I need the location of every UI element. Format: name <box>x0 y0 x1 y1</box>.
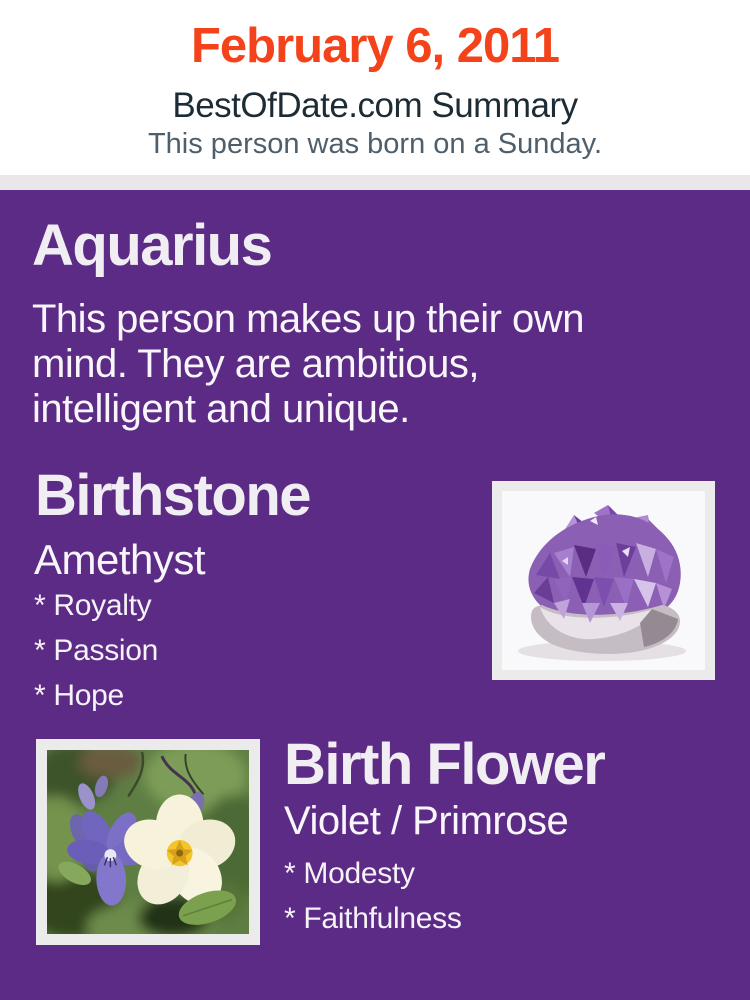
zodiac-description-line: This person makes up their own <box>32 297 584 341</box>
birth-flower-heading: Birth Flower <box>284 732 605 797</box>
page-title-date: February 6, 2011 <box>190 19 560 73</box>
zodiac-description-line: intelligent and unique. <box>32 387 410 431</box>
birthstone-heading: Birthstone <box>35 463 310 528</box>
birthstone-trait-hope: * Hope <box>34 679 124 712</box>
birthstone-name: Amethyst <box>34 536 206 583</box>
birth-flower-trait-modesty: * Modesty <box>284 857 415 890</box>
violet-primrose-photo <box>36 739 260 945</box>
birthstone-trait-passion: * Passion <box>34 634 159 667</box>
zodiac-description <box>32 297 584 432</box>
site-summary-subtitle: BestOfDate.com Summary <box>172 86 578 125</box>
born-day-line: This person was born on a Sunday. <box>147 128 603 160</box>
header-divider <box>0 175 750 190</box>
zodiac-description-line: mind. They are ambitious, <box>32 342 479 386</box>
birth-flower-name: Violet / Primrose <box>284 799 569 843</box>
birthstone-trait-royalty: * Royalty <box>34 589 152 622</box>
amethyst-crystal-illustration <box>502 491 705 670</box>
amethyst-photo <box>492 481 715 680</box>
zodiac-sign-heading: Aquarius <box>32 213 272 278</box>
violet-primrose-illustration <box>47 750 249 934</box>
birth-flower-trait-faithfulness: * Faithfulness <box>284 902 462 935</box>
